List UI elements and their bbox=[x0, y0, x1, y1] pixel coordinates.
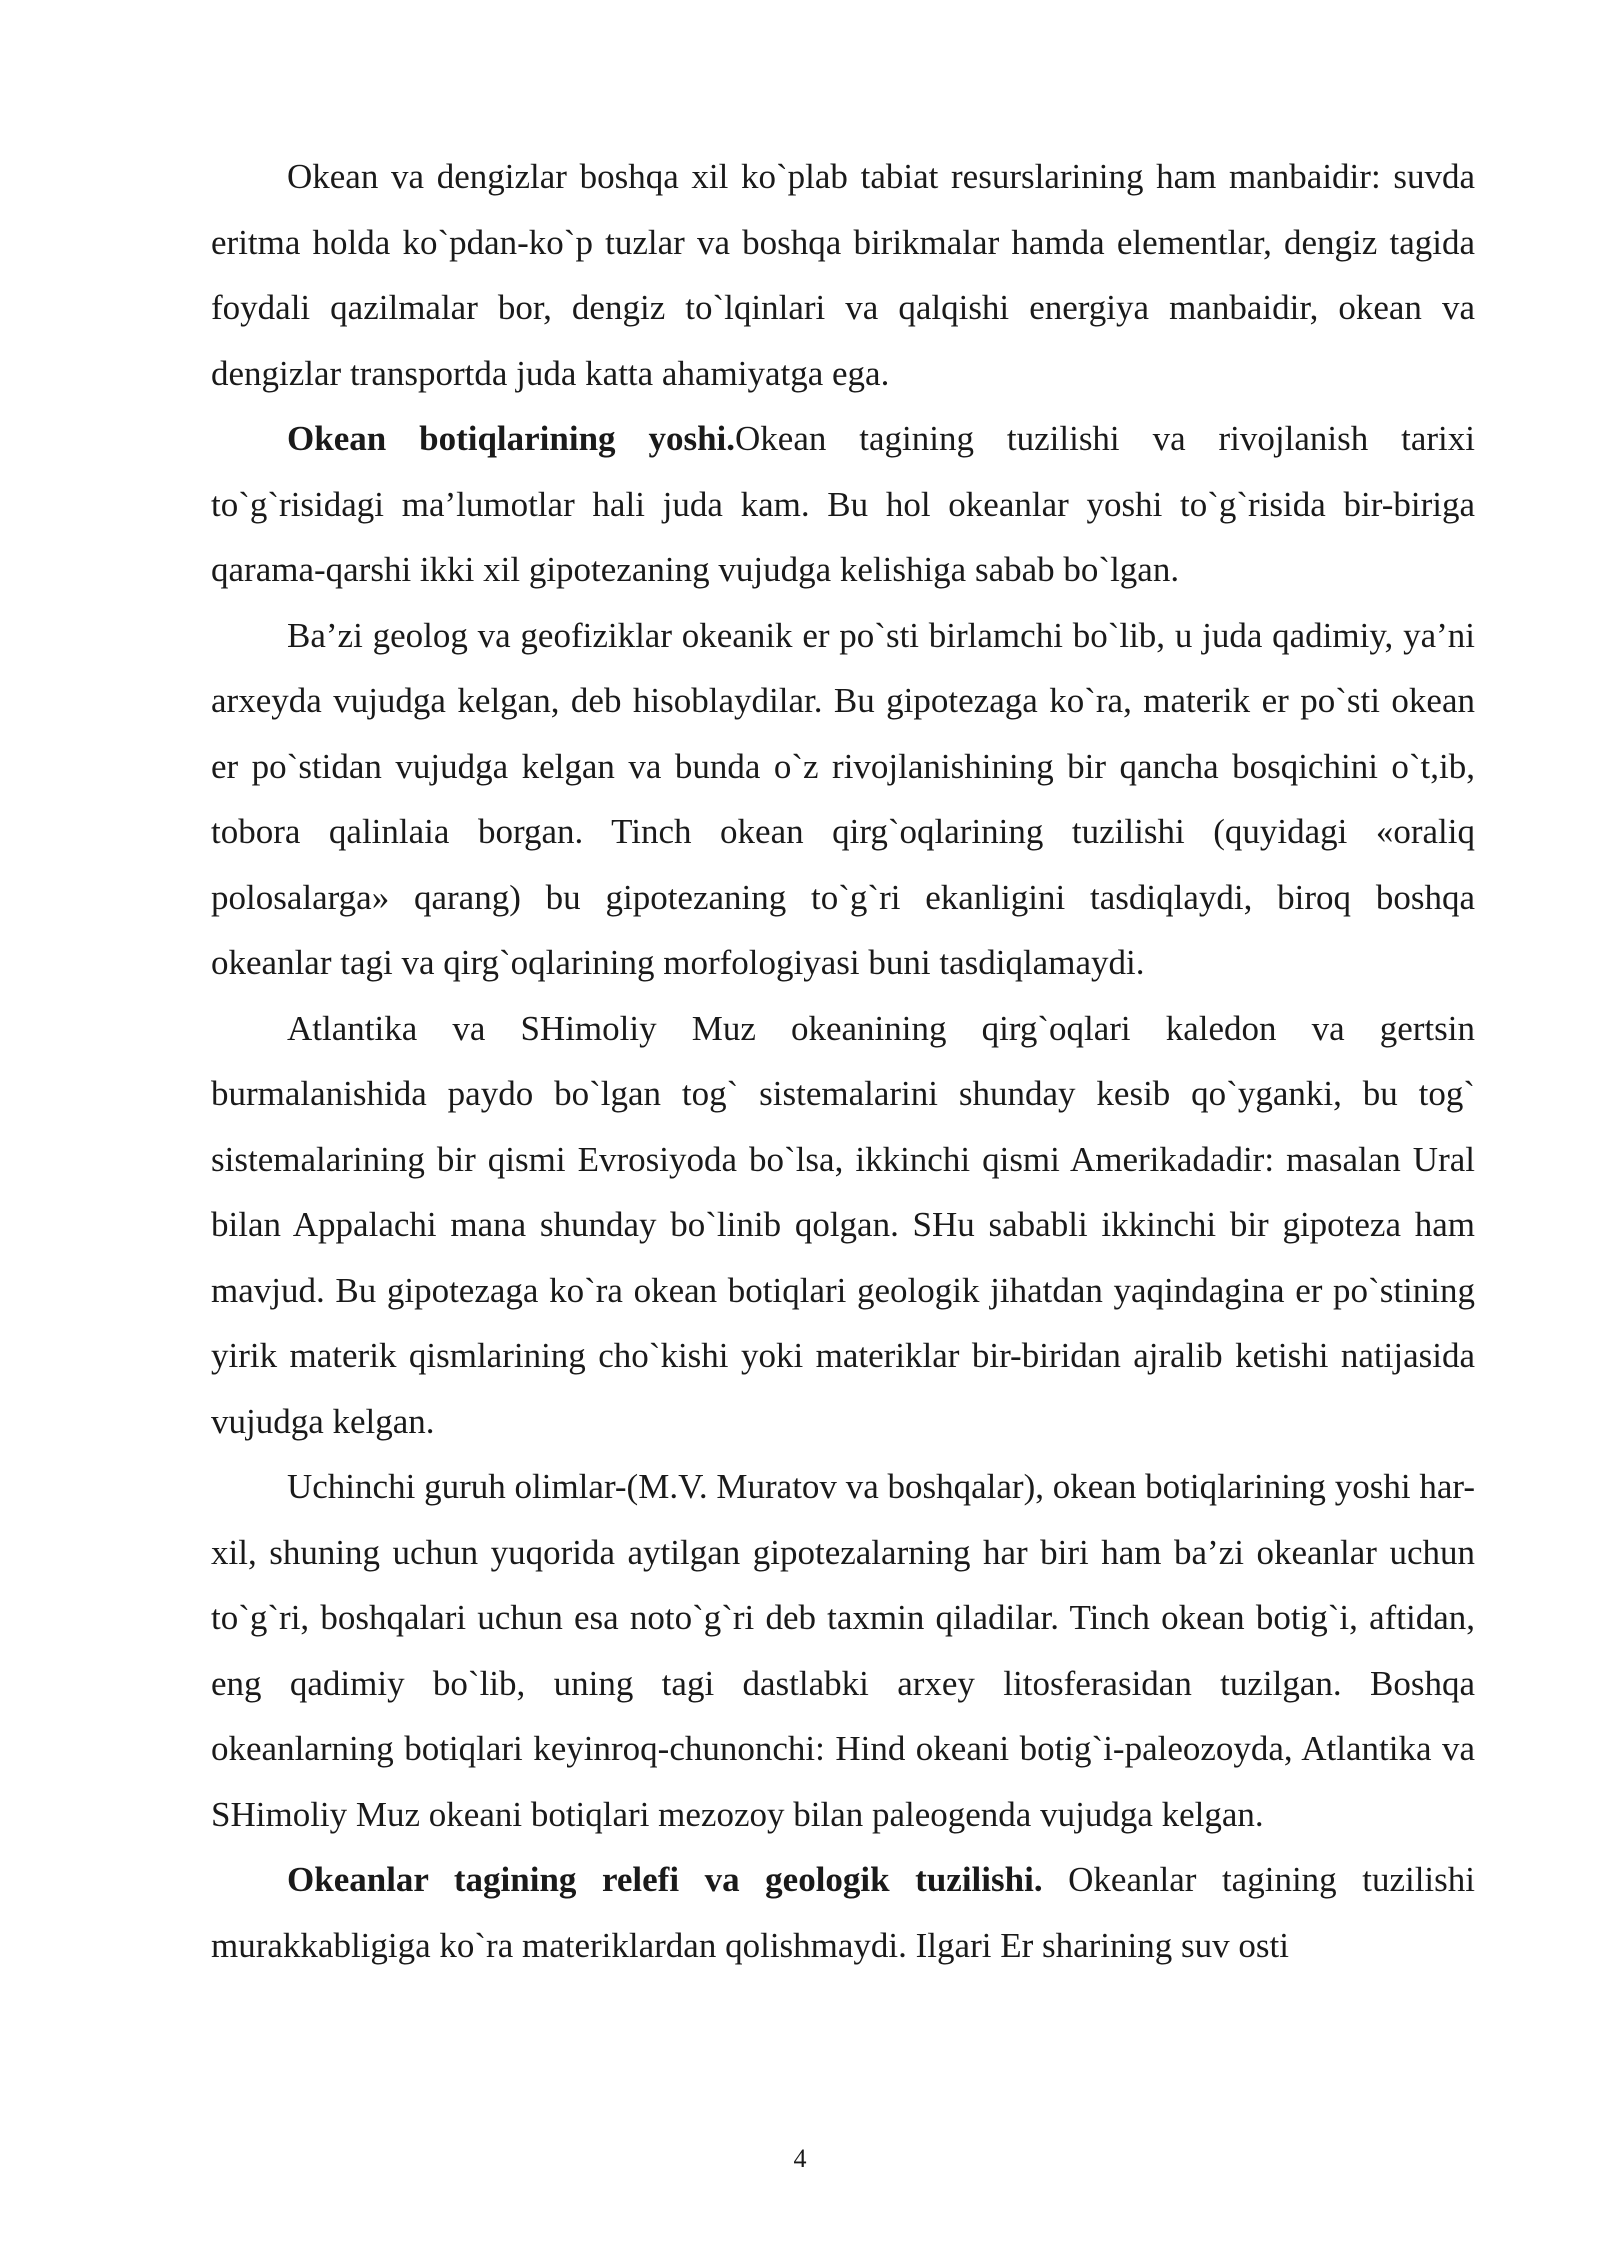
paragraph-second-hypothesis bbox=[211, 996, 1475, 1455]
paragraph-text: Atlantika va SHimoliy Muz okeanining qirg`oqlari kaledon va gertsin burmalanishida paydo bo`lgan tog` sistemalarini shunday kesib qo`yganki, bu tog` sistemalarining bir qismi Evrosiyoda bo`lsa, ikkinchi qismi Amerikadadir: masalan Ural bilan Appalachi mana shunday bo`linib qolgan. SHu sababli ikkinchi bir gipoteza ham mavjud. Bu gipotezaga ko`ra okean botiqlari geologik jihatdan yaqindagina er po`stining yirik materik qismlarining cho`kishi yoki materiklar bir-biridan ajralib ketishi natijasida vujudga kelgan. bbox=[211, 1008, 1475, 1441]
paragraph-text: Okeanlar tagining tuzilishi murakkabligiga ko`ra materiklardan qolishmaydi. Ilgari Er sharining suv osti bbox=[211, 1860, 1476, 1965]
paragraph-resources bbox=[211, 144, 1475, 406]
paragraph-text: Okean va dengizlar boshqa xil ko`plab tabiat resurslarining ham manbaidir: suvda eritma holda ko`pdan-ko`p tuzlar va boshqa birikmalar hamda elementlar, dengiz tagida foydali qazilmalar bor, dengiz to`lqinlari va qalqishi energiya manbaidir, okean va dengizlar transportda juda katta ahamiyatga ega. bbox=[211, 157, 1475, 393]
body-text bbox=[211, 144, 1475, 1978]
page-number: 4 bbox=[793, 2144, 807, 2173]
paragraph-first-hypothesis bbox=[211, 603, 1475, 996]
section-heading-relief: Okeanlar tagining relefi va geologik tuzilishi. bbox=[287, 1860, 1043, 1899]
paragraph-third-group bbox=[211, 1454, 1475, 1847]
paragraph-relief bbox=[211, 1847, 1475, 1978]
paragraph-basin-age bbox=[211, 406, 1475, 603]
paragraph-text: Uchinchi guruh olimlar-(M.V. Muratov va boshqalar), okean botiqlarining yoshi har-xil, shuning uchun yuqorida aytilgan gipotezalarning har biri ham ba’zi okeanlar uchun to`g`ri, boshqalari uchun esa noto`g`ri deb taxmin qiladilar. Tinch okean botig`i, aftidan, eng qadimiy bo`lib, uning tagi dastlabki arxey litosferasidan tuzilgan. Boshqa okeanlarning botiqlari keyinroq-chunonchi: Hind okeani botig`i-paleozoyda, Atlantika va SHimoliy Muz okeani botiqlari mezozoy bilan paleogenda vujudga kelgan. bbox=[211, 1467, 1475, 1834]
paragraph-text: Ba’zi geolog va geofiziklar okeanik er po`sti birlamchi bo`lib, u juda qadimiy, ya’ni arxeyda vujudga kelgan, deb hisoblaydilar. Bu gipotezaga ko`ra, materik er po`sti okean er po`stidan vujudga kelgan va bunda o`z rivojlanishining bir qancha bosqichini o`t,ib, tobora qalinlaia borgan. Tinch okean qirg`oqlarining tuzilishi (quyidagi «oraliq polosalarga» qarang) bu gipotezaning to`g`ri ekanligini tasdiqlaydi, biroq boshqa okeanlar tagi va qirg`oqlarining morfologiyasi buni tasdiqlamaydi. bbox=[211, 615, 1475, 982]
paragraph-text: Okean tagining tuzilishi va rivojlanish tarixi to`g`risidagi ma’lumotlar hali juda kam. Bu hol okeanlar yoshi to`g`risida bir-biriga qarama-qarshi ikki xil gipotezaning vujudga kelishiga sabab bo`lgan. bbox=[211, 419, 1475, 589]
section-heading-basin-age: Okean botiqlarining yoshi. bbox=[287, 419, 736, 458]
